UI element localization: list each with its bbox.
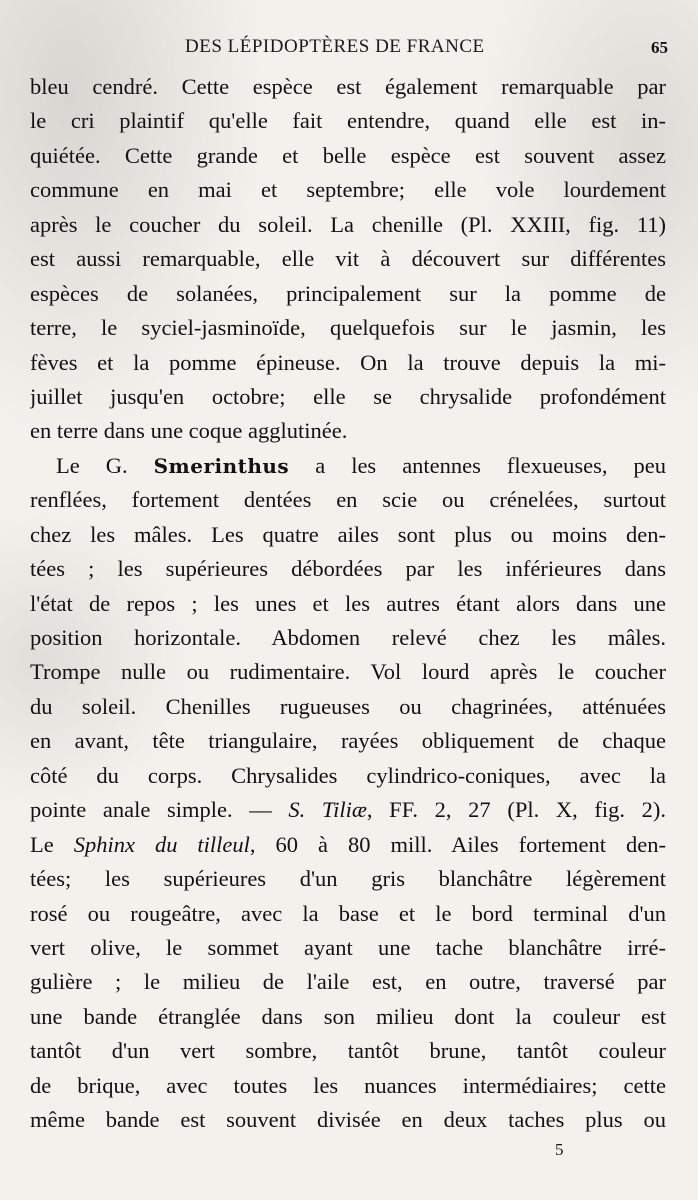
text-line: renflées, fortement dentées en scie ou crénelées, surtout (30, 487, 666, 513)
text-line: même bande est souvent divisée en deux taches plus ou (30, 1107, 666, 1133)
text-line: tées ; les supérieures débordées par les inférieures dans (30, 556, 666, 582)
common-name-post: , 60 à 80 mill. Ailes fortement den- (249, 831, 666, 857)
text-line: fèves et la pomme épineuse. On la trouve depuis la mi- (30, 349, 666, 375)
text-line: en avant, tête triangulaire, rayées obliquement de chaque (30, 728, 666, 754)
text-line-species-ref (30, 793, 666, 827)
text-line: le cri plaintif qu'elle fait entendre, quand elle est in- (30, 108, 666, 134)
text-line: de brique, avec toutes les nuances intermédiaires; cette (30, 1072, 666, 1098)
text-line: tantôt d'un vert sombre, tantôt brune, tantôt couleur (30, 1038, 666, 1064)
text-line: après le coucher du soleil. La chenille (Pl. XXIII, fig. 11) (30, 211, 666, 237)
text-line: Trompe nulle ou rudimentaire. Vol lourd après le coucher (30, 659, 666, 685)
body-text (30, 70, 666, 1138)
text-line: rosé ou rougeâtre, avec la base et le bord terminal d'un (30, 900, 666, 926)
genus-line-pre: Le G. (56, 452, 154, 478)
running-head (0, 36, 698, 62)
text-line: une bande étranglée dans son milieu dont la couleur est (30, 1003, 666, 1029)
genus-name: Smerinthus (153, 453, 290, 478)
text-line: tées; les supérieures d'un gris blanchâtre légèrement (30, 866, 666, 892)
text-line: l'état de repos ; les unes et les autres étant alors dans une (30, 590, 666, 616)
text-line-common-name (30, 828, 666, 862)
text-line: est aussi remarquable, elle vit à découvert sur différentes (30, 246, 666, 272)
running-title: DES LÉPIDOPTÈRES DE FRANCE (185, 36, 485, 57)
signature-mark: 5 (555, 1140, 564, 1159)
text-line: espèces de solanées, principalement sur la pomme de (30, 280, 666, 306)
text-line: commune en mai et septembre; elle vole lourdement (30, 177, 666, 203)
page-number: 65 (651, 38, 668, 57)
text-line: quiétée. Cette grande et belle espèce est souvent assez (30, 142, 666, 168)
text-line: bleu cendré. Cette espèce est également remarquable par (30, 74, 666, 99)
text-line: position horizontale. Abdomen relevé chez les mâles. (30, 625, 666, 650)
text-line: du soleil. Chenilles rugueuses ou chagrinées, atténuées (30, 693, 666, 719)
text-line: terre, le syciel-jasminoïde, quelquefois sur le jasmin, les (30, 315, 666, 341)
common-name: Sphinx du tilleul (73, 831, 250, 857)
species-ref-post: , FF. 2, 27 (Pl. X, fig. 2). (366, 797, 666, 823)
text-line: juillet jusqu'en octobre; elle se chrysalide profondément (30, 383, 666, 409)
genus-line-post: a les antennes flexueuses, peu (289, 452, 666, 478)
text-line-paragraph-end: en terre dans une coque agglutinée. (30, 418, 348, 444)
species-name: S. Tiliæ (288, 797, 367, 823)
text-line: chez les mâles. Les quatre ailes sont plus ou moins den- (30, 521, 666, 547)
text-line: vert olive, le sommet ayant une tache blanchâtre irré- (30, 934, 666, 960)
species-ref-pre: pointe anale simple. — (30, 797, 289, 823)
text-line-genus-heading (30, 449, 666, 483)
common-name-pre: Le (30, 831, 74, 857)
text-line: côté du corps. Chrysalides cylindrico-coniques, avec la (30, 762, 666, 788)
text-line: gulière ; le milieu de l'aile est, en outre, traversé par (30, 969, 666, 995)
